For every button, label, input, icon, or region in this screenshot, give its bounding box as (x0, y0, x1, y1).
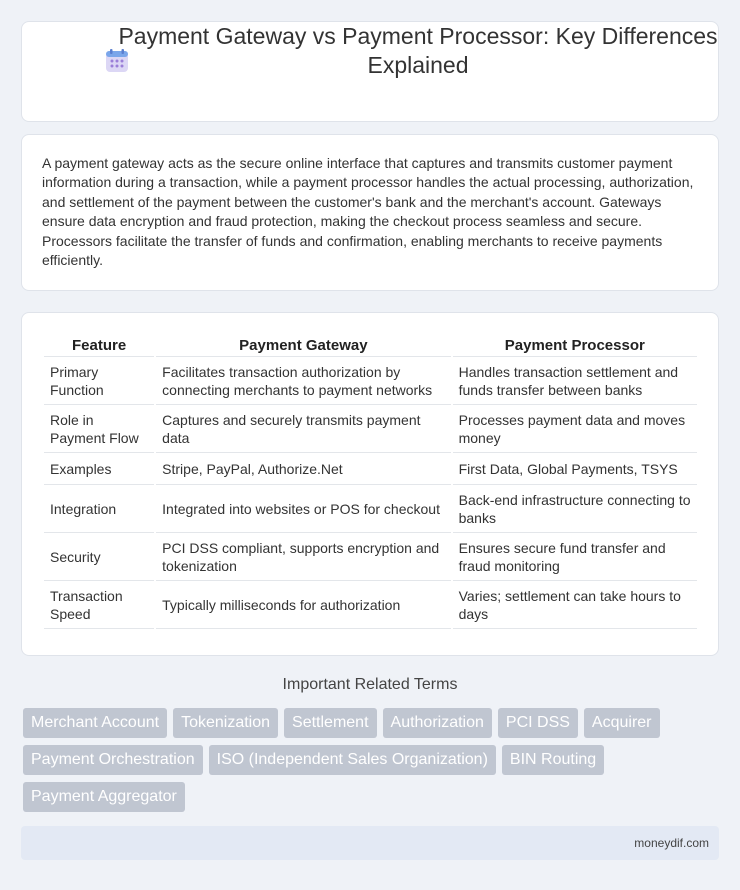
gateway-cell: Stripe, PayPal, Authorize.Net (156, 453, 450, 485)
table-row (44, 453, 697, 485)
gateway-cell: PCI DSS compliant, supports encryption and tokenization (156, 533, 450, 581)
feature-cell: Role in Payment Flow (44, 405, 154, 453)
tag-acquirer[interactable]: Acquirer (584, 708, 660, 738)
tag-payment-orchestration[interactable]: Payment Orchestration (23, 745, 203, 775)
intro-card (21, 134, 719, 291)
table-row (44, 533, 697, 581)
feature-cell: Security (44, 533, 154, 581)
tag-settlement[interactable]: Settlement (284, 708, 376, 738)
header-payment-processor: Payment Processor (453, 332, 697, 357)
feature-cell: Primary Function (44, 357, 154, 405)
tag-payment-aggregator[interactable]: Payment Aggregator (23, 782, 185, 812)
footer-bar (21, 826, 719, 860)
tag-merchant-account[interactable]: Merchant Account (23, 708, 167, 738)
table-header-row (44, 332, 697, 357)
tag-authorization[interactable]: Authorization (383, 708, 492, 738)
processor-cell: First Data, Global Payments, TSYS (453, 453, 697, 485)
processor-cell: Processes payment data and moves money (453, 405, 697, 453)
table-row (44, 581, 697, 629)
tag-bin-routing[interactable]: BIN Routing (502, 745, 604, 775)
table-row (44, 357, 697, 405)
feature-cell: Integration (44, 485, 154, 533)
header-payment-gateway: Payment Gateway (156, 332, 450, 357)
tag-iso[interactable]: ISO (Independent Sales Organization) (209, 745, 496, 775)
related-terms-list (23, 708, 703, 812)
intro-paragraph: A payment gateway acts as the secure online interface that captures and transmits customer payment information during a transaction, while a payment processor handles the actual processing, authorization, and settlement of the payment between the customer's bank and the merchant's account. Gateways ensure data encryption and fraud protection, making the checkout process seamless and secure. Processors facilitate the transfer of funds and confirmation, enabling merchants to receive payments efficiently. (42, 155, 694, 269)
table-row (44, 405, 697, 453)
tag-pci-dss[interactable]: PCI DSS (498, 708, 578, 738)
comparison-table (42, 332, 699, 629)
related-terms-title: Important Related Terms (282, 676, 458, 693)
comparison-table-card (21, 312, 719, 656)
tag-tokenization[interactable]: Tokenization (173, 708, 278, 738)
footer-site-name[interactable]: moneydif.com (634, 836, 709, 850)
processor-cell: Handles transaction settlement and funds transfer between banks (453, 357, 697, 405)
table-row (44, 485, 697, 533)
gateway-cell: Integrated into websites or POS for checkout (156, 485, 450, 533)
gateway-cell: Typically milliseconds for authorization (156, 581, 450, 629)
header-feature: Feature (44, 332, 154, 357)
page-title: Payment Gateway vs Payment Processor: Key Differences Explained (118, 23, 718, 78)
feature-cell: Examples (44, 453, 154, 485)
gateway-cell: Facilitates transaction authorization by connecting merchants to payment networks (156, 357, 450, 405)
processor-cell: Varies; settlement can take hours to days (453, 581, 697, 629)
gateway-cell: Captures and securely transmits payment data (156, 405, 450, 453)
feature-cell: Transaction Speed (44, 581, 154, 629)
processor-cell: Ensures secure fund transfer and fraud monitoring (453, 533, 697, 581)
processor-cell: Back-end infrastructure connecting to banks (453, 485, 697, 533)
